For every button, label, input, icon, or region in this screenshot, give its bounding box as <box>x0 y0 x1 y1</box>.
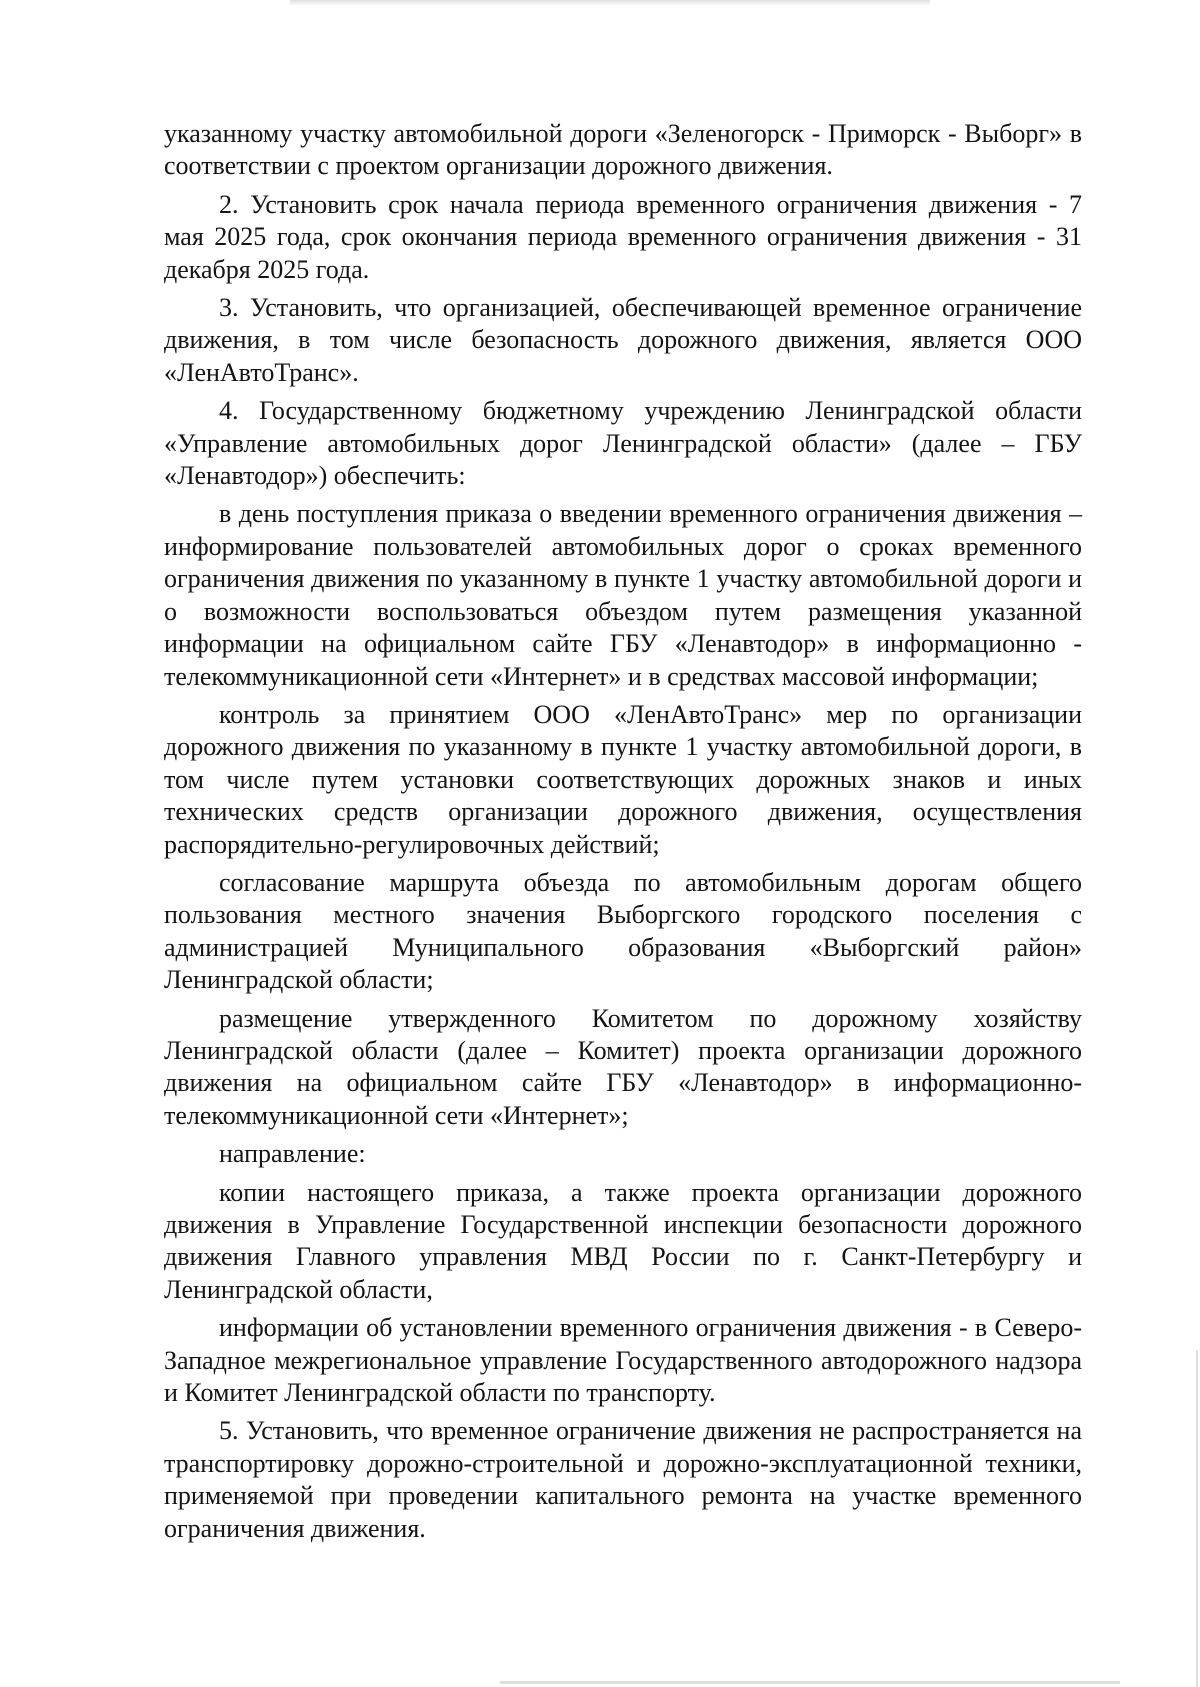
paragraph-sub-copies: копии настоящего приказа, а также проекта организации дорожного движения в Управление Государственной инспекции безопасности дорожного движения Главного управления МВД России по г. Санкт-Петербургу и Ленинградской области, <box>164 1177 1082 1304</box>
paragraph-item-5: 5. Установить, что временное ограничение движения не распространяется на транспортировку дорожно-строительной и дорожно-эксплуатационной техники, применяемой при проведении капитального ремонта на участке временного ограничения движения. <box>164 1416 1082 1543</box>
paragraph-sub-publication: размещение утвержденного Комитетом по дорожному хозяйству Ленинградской области (далее – Комитет) проекта организации дорожного движения на официальном сайте ГБУ «Ленавтодор» в информационно-телекоммуникационной сети «Интернет»; <box>164 1003 1082 1130</box>
paragraph-sub-route-approval: согласование маршрута объезда по автомобильным дорогам общего пользования местного значения Выборгского городского поселения с администрацией Муниципального образования «Выборгский район» Ленинградской области; <box>164 867 1082 995</box>
scan-edge-bottom <box>500 1681 1120 1684</box>
paragraph-sub-information: информации об установлении временного ограничения движения - в Северо-Западное межрегиональное управление Государственного автодорожного надзора и Комитет Ленинградской области по транспорту. <box>164 1313 1082 1408</box>
scan-edge-top <box>290 0 930 6</box>
paragraph-continuation: указанному участку автомобильной дороги «Зеленогорск - Приморск - Выборг» в соответствии с проектом организации дорожного движения. <box>164 119 1082 181</box>
paragraph-sub-direction: направление: <box>219 1139 366 1169</box>
paragraph-sub-control: контроль за принятием ООО «ЛенАвтоТранс» мер по организации дорожного движения по указанному в пункте 1 участку автомобильной дороги, в том числе путем установки соответствующих дорожных знаков и иных технических средств организации дорожного движения, осуществления распорядительно-регулировочных действий; <box>164 699 1082 859</box>
document-body <box>164 118 1082 1545</box>
paragraph-item-3: 3. Установить, что организацией, обеспечивающей временное ограничение движения, в том числе безопасность дорожного движения, является ООО «ЛенАвтоТранс». <box>164 293 1082 387</box>
paragraph-sub-informing: в день поступления приказа о введении временного ограничения движения – информирование пользователей автомобильных дорог о сроках временного ограничения движения по указанному в пункте 1 участку автомобильной дороги и о возможности воспользоваться объездом путем размещения указанной информации на официальном сайте ГБУ «Ленавтодор» в информационно - телекоммуникационной сети «Интернет» и в средствах массовой информации; <box>164 499 1082 691</box>
paragraph-item-2: 2. Установить срок начала периода временного ограничения движения - 7 мая 2025 года, срок окончания периода временного ограничения движения - 31 декабря 2025 года. <box>164 189 1082 284</box>
scan-edge-right <box>1196 1350 1198 1687</box>
paragraph-item-4: 4. Государственному бюджетному учреждению Ленинградской области «Управление автомобильных дорог Ленинградской области» (далее – ГБУ «Ленавтодор») обеспечить: <box>164 396 1082 491</box>
